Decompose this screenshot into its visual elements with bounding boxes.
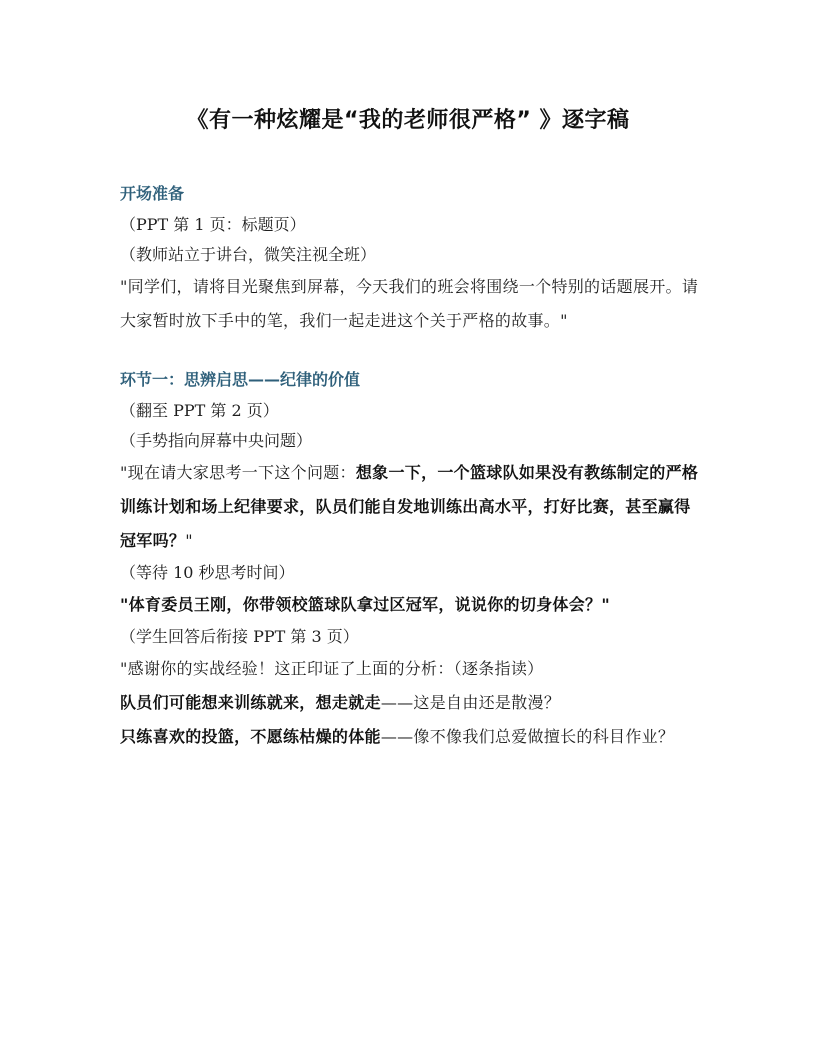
analysis-point-rest: ——像不像我们总爱做擅长的科目作业？ <box>380 727 675 746</box>
analysis-point-emphasis: 只练喜欢的投篮，不愿练枯燥的体能 <box>120 727 381 746</box>
section-heading-opening: 开场准备 <box>120 184 185 203</box>
analysis-point <box>120 720 700 754</box>
section-spacer <box>120 338 700 364</box>
speech-ask-student: "体育委员王刚，你带领校篮球队拿过区冠军，说说你的切身体会？" <box>120 595 610 614</box>
section-opening <box>120 178 700 338</box>
speech-question <box>120 456 700 558</box>
analysis-point <box>120 686 700 720</box>
stage-direction: （PPT 第 1 页：标题页） <box>120 215 306 234</box>
document-title: 《有一种炫耀是“我的老师很严格” 》逐字稿 <box>186 108 630 133</box>
analysis-point-rest: ——这是自由还是散漫？ <box>380 693 561 712</box>
question-end: " <box>185 531 193 550</box>
section-heading-segment-one: 环节一：思辨启思——纪律的价值 <box>120 370 361 389</box>
section-segment-one <box>120 364 700 754</box>
stage-direction: （手势指向屏幕中央问题） <box>120 431 313 450</box>
stage-direction: （翻至 PPT 第 2 页） <box>120 401 279 420</box>
analysis-point-emphasis: 队员们可能想来训练就来，想走就走 <box>120 693 381 712</box>
speech-thanks: "感谢你的实战经验！这正印证了上面的分析：（逐条指读） <box>120 659 544 678</box>
question-lead: "现在请大家思考一下这个问题： <box>120 463 356 482</box>
stage-direction: （等待 10 秒思考时间） <box>120 563 295 582</box>
document-body <box>120 178 700 754</box>
question-emphasis: 想象一下，一个篮球队如果没有教练制定的严格训练计划和场上纪律要求，队员们能自发地训练出高水平，打好比赛，甚至赢得冠军吗？ <box>120 463 699 550</box>
stage-direction: （学生回答后衔接 PPT 第 3 页） <box>120 627 359 646</box>
stage-direction: （教师站立于讲台，微笑注视全班） <box>120 245 377 264</box>
speech-paragraph: "同学们，请将目光聚焦到屏幕，今天我们的班会将围绕一个特别的话题展开。请大家暂时放下手中的笔，我们一起走进这个关于严格的故事。" <box>120 277 699 330</box>
